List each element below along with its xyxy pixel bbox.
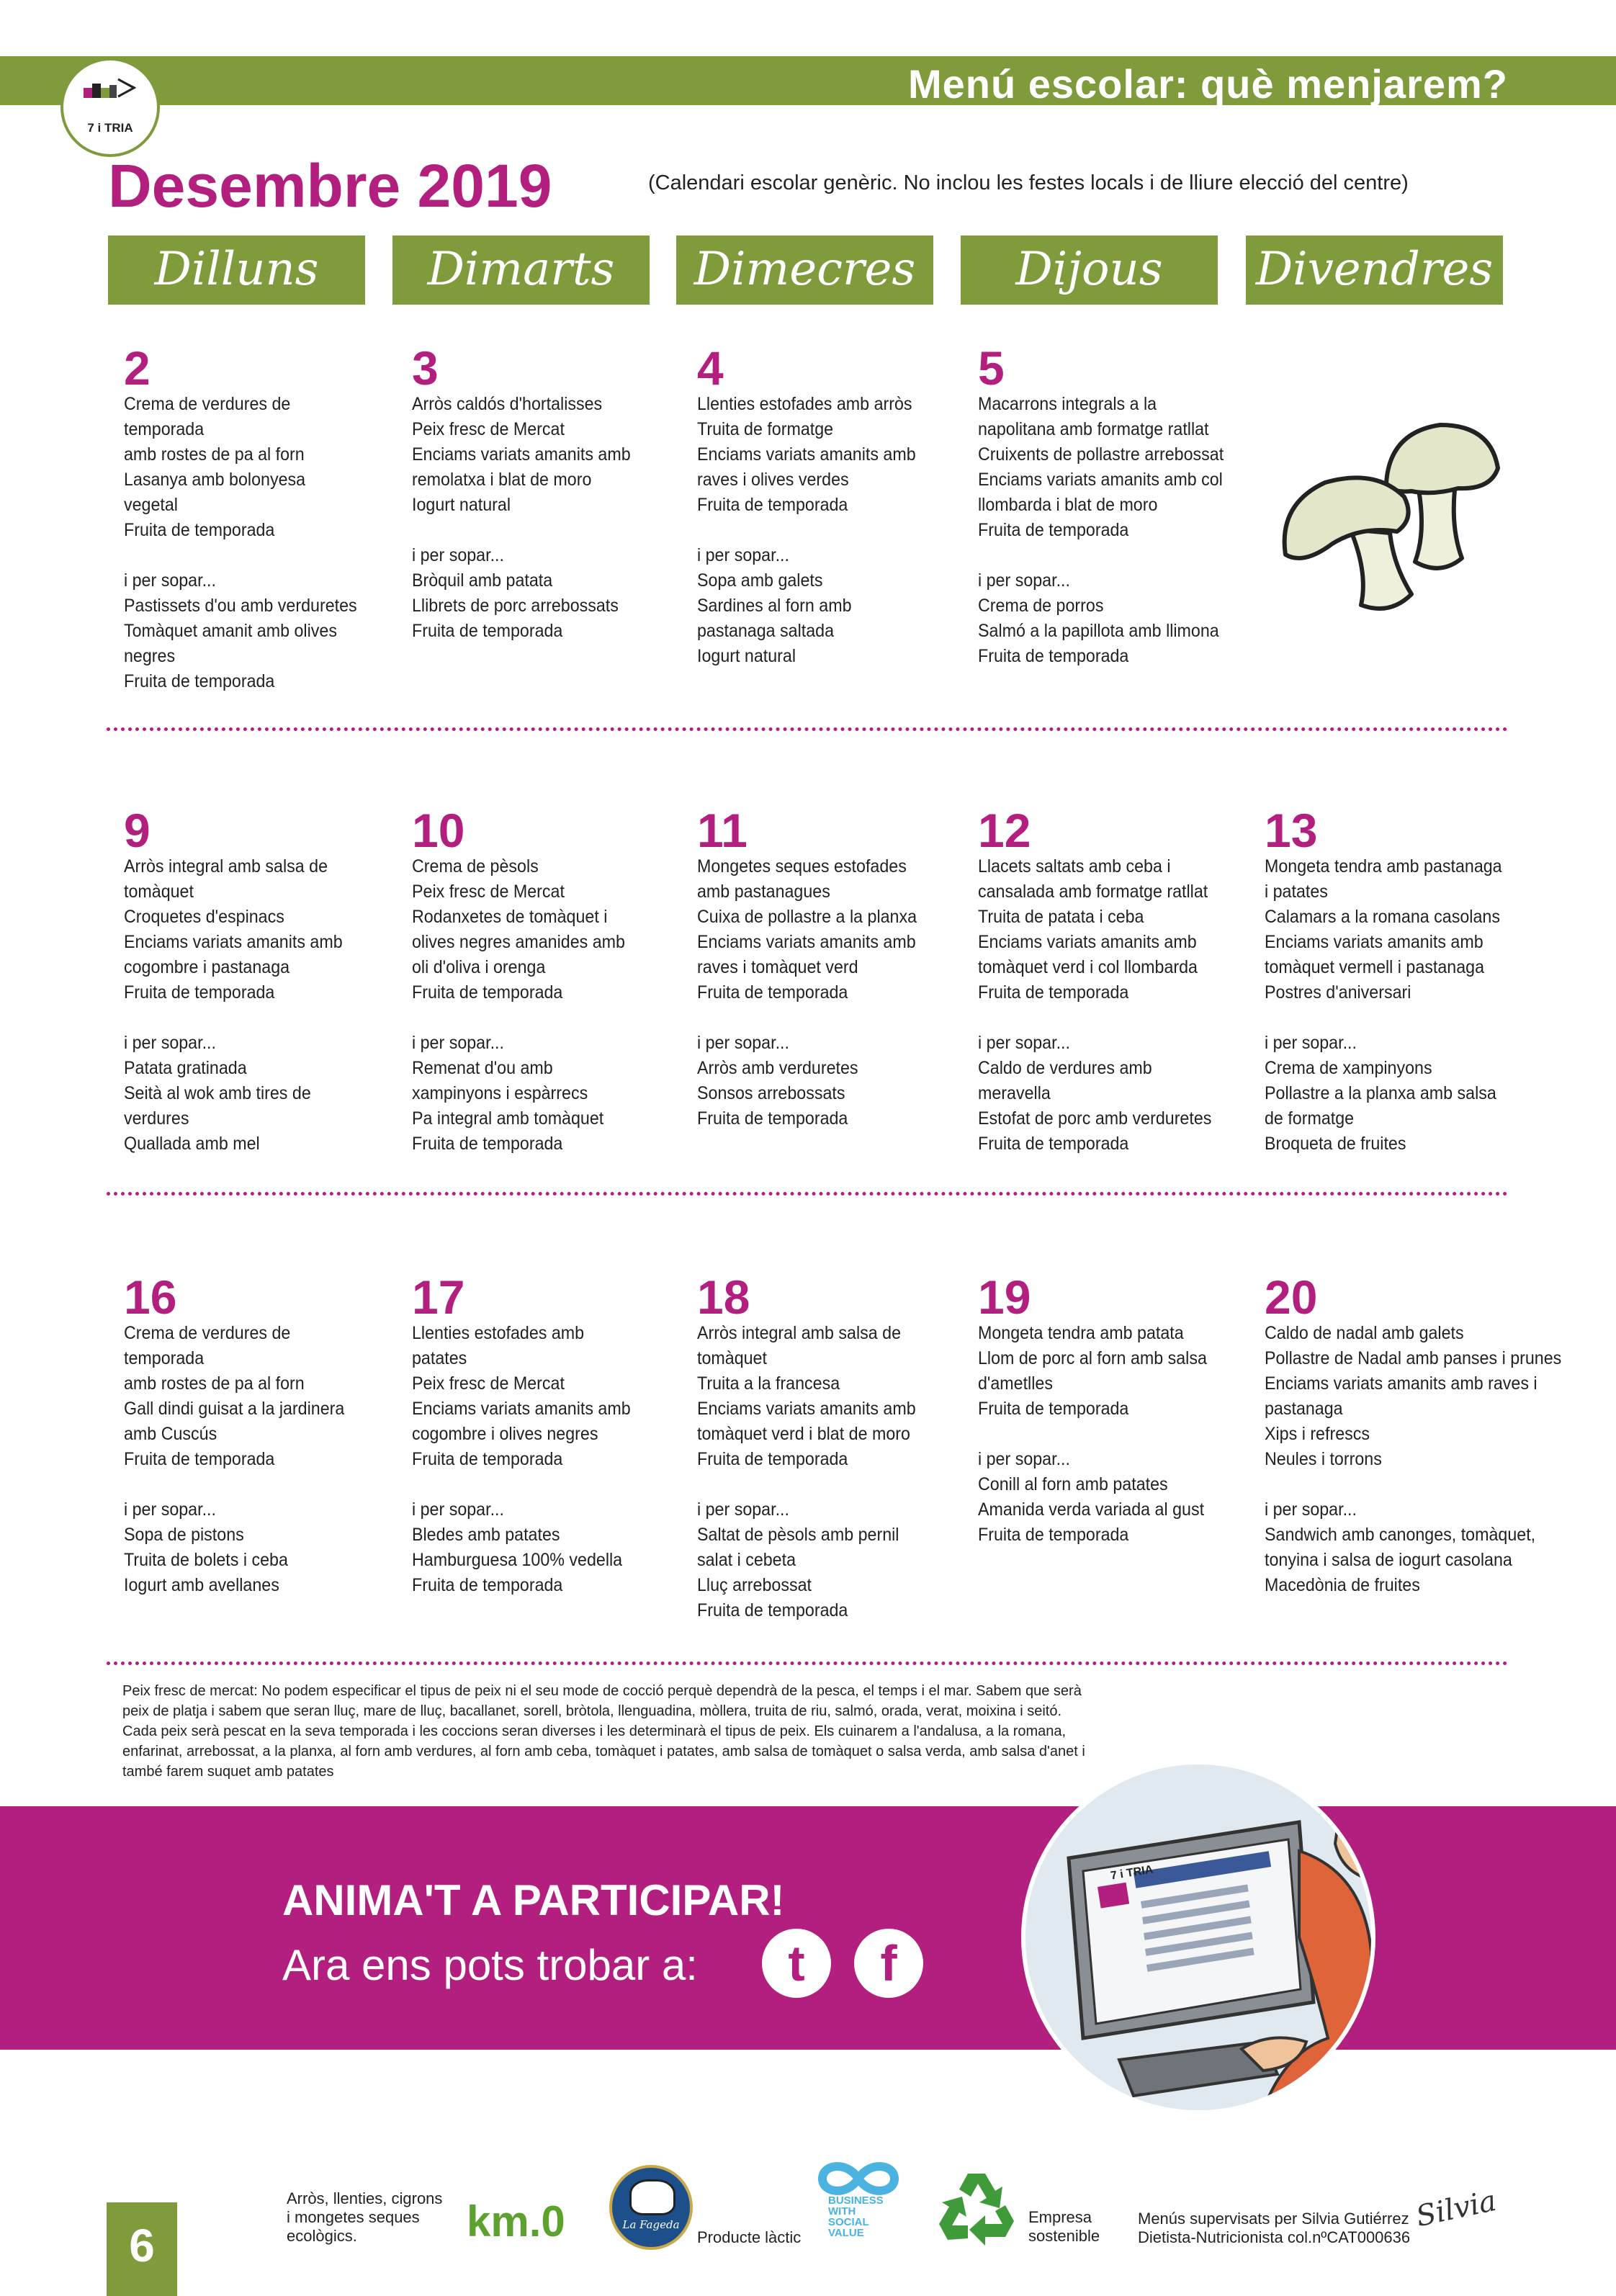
- dinner-label: i per sopar...: [978, 1449, 1070, 1469]
- header-title: Menú escolar: què menjarem?: [907, 61, 1508, 107]
- dish: Sopa de pistons: [124, 1525, 244, 1545]
- meal-gap: [412, 518, 678, 543]
- dish: Enciams variats amanits amb: [124, 932, 343, 952]
- dish: Fruita de temporada: [412, 621, 563, 641]
- day-number: 4: [697, 341, 724, 395]
- dish: Fruita de temporada: [697, 982, 848, 1003]
- sustainable-company-label: [1028, 2208, 1100, 2246]
- page-number: 6: [107, 2202, 177, 2296]
- dish: Lasanya amb bolonyesa: [124, 470, 306, 490]
- bsv-line: VALUE: [828, 2227, 864, 2239]
- dish: Conill al forn amb patates: [978, 1474, 1168, 1494]
- meal-gap: [697, 518, 964, 543]
- dish: Macarrons integrals a la: [978, 394, 1157, 414]
- dish: Seità al wok amb tires de: [124, 1083, 311, 1103]
- screen-logo: 7 i TRIA: [1109, 1863, 1154, 1883]
- dish: tomàquet: [124, 882, 194, 902]
- dish: Patata gratinada: [124, 1058, 247, 1078]
- day-menu: [978, 341, 1244, 669]
- calendar-note: (Calendari escolar genèric. No inclou les festes locals i de lliure elecció del centre): [648, 171, 1409, 194]
- computer-icon: [1025, 1764, 1371, 2110]
- dish: Saltat de pèsols amb pernil: [697, 1525, 899, 1545]
- dish: Mongetes seques estofades: [697, 856, 907, 876]
- dish: Llibrets de porc arrebossats: [412, 596, 619, 616]
- logo-text: 7 i TRIA: [87, 121, 133, 135]
- dish: Fruita de temporada: [124, 1449, 275, 1469]
- supervised-line: Dietista-Nutricionista col.nºCAT000636: [1138, 2228, 1411, 2246]
- dinner-label: i per sopar...: [697, 1499, 789, 1520]
- dish: Fruita de temporada: [978, 1134, 1129, 1154]
- day-number: 3: [412, 341, 439, 395]
- dish: Postres d'aniversari: [1265, 982, 1411, 1003]
- eco-note: [287, 2189, 442, 2246]
- dish: Fruita de temporada: [124, 671, 275, 691]
- facebook-icon[interactable]: f: [854, 1929, 923, 1998]
- dish: Fruita de temporada: [124, 520, 275, 540]
- dish: Llenties estofades amb: [412, 1323, 585, 1343]
- supervised-by: [1138, 2210, 1410, 2247]
- dish: d'ametlles: [978, 1373, 1053, 1394]
- dish: Bledes amb patates: [412, 1525, 560, 1545]
- dish: Croquetes d'espinacs: [124, 907, 284, 927]
- logo-icon: [66, 66, 154, 124]
- day-header-monday: Dilluns: [108, 236, 365, 305]
- fish-footnote: Peix fresc de mercat: No podem especificar el tipus de peix ni el seu mode de cocció perquè dependrà de la pesca, el temps i el mar. Sabem que serà peix de platja i sabem que seran lluç, mare de lluç, bacallanet, sorell, bròtola, llenguadina, mòllera, truita de riu, salmó, orada, verat, moixina i seitó. Cada peix serà pescat en la seva temporada i les coccions seran diverses i les determinarà el tipus de peix. Els cuinarem a l'andalusa, a la romana, enfarinat, arrebossat, a la planxa, al forn amb verdures, al forn amb ceba, tomàquet i patates, amb salsa de tomàquet o salsa verda, amb salsa d'anet i també farem suquet amb patates: [122, 1683, 1085, 1780]
- meal-gap: [412, 1005, 678, 1031]
- bsv-line: BUSINESS: [828, 2194, 884, 2207]
- day-menu: [978, 1270, 1244, 1548]
- day-header-thursday: Dijous: [961, 236, 1218, 305]
- day-number: 17: [412, 1270, 465, 1324]
- dish: Caldo de nadal amb galets: [1265, 1323, 1464, 1343]
- dish: Mongeta tendra amb pastanaga: [1265, 856, 1502, 876]
- dish: raves i olives verdes: [697, 470, 849, 490]
- dish: Sopa amb galets: [697, 570, 823, 591]
- dish: Fruita de temporada: [412, 982, 563, 1003]
- banner-subheading: Ara ens pots trobar a:: [282, 1941, 698, 1989]
- dish: Remenat d'ou amb: [412, 1058, 553, 1078]
- dish: cogombre i pastanaga: [124, 957, 290, 977]
- dish: pastanaga saltada: [697, 621, 835, 641]
- dish: Sonsos arrebossats: [697, 1083, 845, 1103]
- sustainable-line: sostenible: [1028, 2227, 1100, 2245]
- dish: Fruita de temporada: [412, 1449, 563, 1469]
- dish: llombarda i blat de moro: [978, 495, 1158, 515]
- dish: Fruita de temporada: [124, 982, 275, 1003]
- dish: de formatge: [1265, 1108, 1355, 1129]
- dish: Quallada amb mel: [124, 1134, 260, 1154]
- month-title: Desembre 2019: [108, 152, 552, 220]
- meal-gap: [697, 1005, 964, 1031]
- dish: Cuixa de pollastre a la planxa: [697, 907, 917, 927]
- day-header-friday: Divendres: [1246, 236, 1503, 305]
- dish: Enciams variats amanits amb: [412, 1399, 631, 1419]
- dish: Macedònia de fruites: [1265, 1575, 1420, 1595]
- week-separator: [107, 1192, 1508, 1196]
- day-menu: [412, 341, 678, 644]
- dish: Fruita de temporada: [412, 1575, 563, 1595]
- dish: i patates: [1265, 882, 1328, 902]
- day-header-wednesday: Dimecres: [676, 236, 933, 305]
- infinity-icon: [818, 2161, 899, 2197]
- dish: Enciams variats amanits amb: [412, 444, 631, 465]
- dish: Tomàquet amanit amb olives: [124, 621, 337, 641]
- day-number: 20: [1265, 1270, 1318, 1324]
- dish: Pastissets d'ou amb verduretes: [124, 596, 357, 616]
- dish: Peix fresc de Mercat: [412, 882, 565, 902]
- dinner-label: i per sopar...: [412, 1499, 504, 1520]
- day-menu: [1265, 804, 1531, 1157]
- dish: Iogurt natural: [697, 646, 796, 666]
- dish: Fruita de temporada: [697, 1449, 848, 1469]
- cow-icon: [629, 2179, 675, 2215]
- dish: Enciams variats amanits amb raves i: [1265, 1373, 1538, 1394]
- dish: amb Cuscús: [124, 1424, 217, 1444]
- bsv-line: WITH: [828, 2205, 856, 2217]
- dish: Crema de xampinyons: [1265, 1058, 1432, 1078]
- business-social-value-logo: [818, 2161, 899, 2251]
- dish: Sardines al forn amb: [697, 596, 852, 616]
- dinner-label: i per sopar...: [412, 1033, 504, 1053]
- dish: tomàquet vermell i pastanaga: [1265, 957, 1485, 977]
- logo: [60, 58, 160, 157]
- meal-gap: [1265, 1005, 1531, 1031]
- day-number: 10: [412, 804, 465, 857]
- dish: napolitana amb formatge ratllat: [978, 419, 1209, 439]
- dish: olives negres amanides amb: [412, 932, 625, 952]
- day-number: 19: [978, 1270, 1031, 1324]
- dish: cogombre i olives negres: [412, 1424, 598, 1444]
- dish: Fruita de temporada: [978, 1525, 1129, 1545]
- dish: Pollastre a la planxa amb salsa: [1265, 1083, 1496, 1103]
- dish: negres: [124, 646, 176, 666]
- day-number: 13: [1265, 804, 1318, 857]
- dish: Llenties estofades amb arròs: [697, 394, 912, 414]
- meal-gap: [697, 1472, 964, 1497]
- meal-gap: [978, 1422, 1244, 1447]
- dish: temporada: [124, 1348, 205, 1368]
- dish: Calamars a la romana casolans: [1265, 907, 1500, 927]
- dish: Estofat de porc amb verduretes: [978, 1108, 1212, 1129]
- dish: tomàquet verd i blat de moro: [697, 1424, 910, 1444]
- dish: Truita de formatge: [697, 419, 834, 439]
- dish: amb rostes de pa al forn: [124, 444, 305, 465]
- sustainable-line: Empresa: [1028, 2208, 1092, 2226]
- dish: Enciams variats amanits amb: [697, 444, 916, 465]
- dish: Pollastre de Nadal amb panses i prunes: [1265, 1348, 1562, 1368]
- dish: amb pastanagues: [697, 882, 830, 902]
- dinner-label: i per sopar...: [978, 570, 1070, 591]
- eco-line: i mongetes seques: [287, 2208, 420, 2226]
- dish: Arròs integral amb salsa de: [697, 1323, 902, 1343]
- dinner-label: i per sopar...: [1265, 1499, 1357, 1520]
- dish: Caldo de verdures amb: [978, 1058, 1152, 1078]
- day-number: 16: [124, 1270, 177, 1324]
- meal-gap: [978, 1005, 1244, 1031]
- dinner-label: i per sopar...: [124, 1033, 216, 1053]
- dinner-label: i per sopar...: [697, 1033, 789, 1053]
- dish: Crema de verdures de: [124, 1323, 291, 1343]
- meal-gap: [1265, 1472, 1531, 1497]
- dish: Fruita de temporada: [697, 495, 848, 515]
- meal-gap: [978, 543, 1244, 568]
- dish: Arròs integral amb salsa de: [124, 856, 328, 876]
- dish: meravella: [978, 1083, 1051, 1103]
- day-number: 2: [124, 341, 151, 395]
- dish: Salmó a la papillota amb llimona: [978, 621, 1219, 641]
- dish: Broqueta de fruites: [1265, 1134, 1406, 1154]
- dish: salat i cebeta: [697, 1550, 796, 1570]
- week-separator: [107, 1662, 1508, 1665]
- dish: Xips i refrescs: [1265, 1424, 1370, 1444]
- recycle-icon: [933, 2168, 1020, 2248]
- dish: Crema de porros: [978, 596, 1104, 616]
- day-menu: [124, 341, 390, 694]
- day-number: 18: [697, 1270, 750, 1324]
- dish: Fruita de temporada: [697, 1108, 848, 1129]
- dish: Fruita de temporada: [978, 646, 1129, 666]
- mushrooms-illustration: [1275, 411, 1512, 627]
- signature: Silvia: [1413, 2184, 1499, 2234]
- day-menu: [124, 1270, 390, 1598]
- dish: Enciams variats amanits amb: [1265, 932, 1483, 952]
- dinner-label: i per sopar...: [124, 1499, 216, 1520]
- dish: Pa integral amb tomàquet: [412, 1108, 604, 1129]
- dish: Sandwich amb canonges, tomàquet,: [1265, 1525, 1536, 1545]
- dish: oli d'oliva i orenga: [412, 957, 546, 977]
- eco-line: ecològics.: [287, 2227, 357, 2245]
- dish: Mongeta tendra amb patata: [978, 1323, 1184, 1343]
- dish: xampinyons i espàrrecs: [412, 1083, 588, 1103]
- day-number: 9: [124, 804, 151, 857]
- dish: pastanaga: [1265, 1399, 1343, 1419]
- dish: Llacets saltats amb ceba i: [978, 856, 1171, 876]
- week-separator: [107, 727, 1508, 731]
- dish: tomàquet verd i col llombarda: [978, 957, 1198, 977]
- dish: Enciams variats amanits amb: [697, 932, 916, 952]
- twitter-icon[interactable]: t: [762, 1929, 831, 1998]
- day-menu: [697, 1270, 964, 1623]
- eco-line: Arròs, llenties, cigrons: [287, 2189, 443, 2207]
- dairy-product-label: Producte làctic: [697, 2228, 802, 2246]
- dish: Arròs amb verduretes: [697, 1058, 858, 1078]
- fageda-logo: [609, 2165, 693, 2250]
- dish: Peix fresc de Mercat: [412, 419, 565, 439]
- dish: Enciams variats amanits amb: [697, 1399, 916, 1419]
- dinner-label: i per sopar...: [124, 570, 216, 591]
- dish: Hamburguesa 100% vedella: [412, 1550, 623, 1570]
- dinner-label: i per sopar...: [697, 545, 789, 565]
- dish: patates: [412, 1348, 467, 1368]
- dish: Truita de patata i ceba: [978, 907, 1144, 927]
- dish: Fruita de temporada: [978, 1399, 1129, 1419]
- dish: Crema de pèsols: [412, 856, 539, 876]
- day-number: 11: [697, 804, 748, 857]
- day-number: 5: [978, 341, 1005, 395]
- meal-gap: [124, 1005, 390, 1031]
- km0-logo: km.0: [467, 2197, 565, 2246]
- dish: tomàquet: [697, 1348, 767, 1368]
- dinner-label: i per sopar...: [978, 1033, 1070, 1053]
- meal-gap: [124, 543, 390, 568]
- dish: Enciams variats amanits amb: [978, 932, 1197, 952]
- day-header-tuesday: Dimarts: [392, 236, 650, 305]
- dish: Cruixents de pollastre arrebossat: [978, 444, 1224, 465]
- dish: Iogurt natural: [412, 495, 511, 515]
- dish: Neules i torrons: [1265, 1449, 1382, 1469]
- day-number: 12: [978, 804, 1031, 857]
- dish: Truita a la francesa: [697, 1373, 840, 1394]
- dish: amb rostes de pa al forn: [124, 1373, 305, 1394]
- day-menu: [124, 804, 390, 1157]
- dish: Lluç arrebossat: [697, 1575, 812, 1595]
- dish: temporada: [124, 419, 205, 439]
- day-menu: [697, 804, 964, 1131]
- dish: Gall dindi guisat a la jardinera: [124, 1399, 345, 1419]
- dinner-label: i per sopar...: [1265, 1033, 1357, 1053]
- computer-user-illustration: [1021, 1760, 1375, 2115]
- dish: cansalada amb formatge ratllat: [978, 882, 1208, 902]
- dish: Rodanxetes de tomàquet i: [412, 907, 608, 927]
- day-menu: [697, 341, 964, 669]
- dish: remolatxa i blat de moro: [412, 470, 592, 490]
- dish: Crema de verdures de: [124, 394, 291, 414]
- day-menu: [412, 1270, 678, 1598]
- dish: Fruita de temporada: [978, 982, 1129, 1003]
- dinner-label: i per sopar...: [412, 545, 504, 565]
- dish: Fruita de temporada: [978, 520, 1129, 540]
- dish: Llom de porc al forn amb salsa: [978, 1348, 1207, 1368]
- dish: Peix fresc de Mercat: [412, 1373, 565, 1394]
- dish: Truita de bolets i ceba: [124, 1550, 288, 1570]
- dish: tonyina i salsa de iogurt casolana: [1265, 1550, 1512, 1570]
- dish: Fruita de temporada: [697, 1600, 848, 1620]
- meal-gap: [412, 1472, 678, 1497]
- dish: Enciams variats amanits amb col: [978, 470, 1223, 490]
- dish: Amanida verda variada al gust: [978, 1499, 1205, 1520]
- fageda-logo-text: La Fageda: [622, 2218, 680, 2231]
- bsv-line: SOCIAL: [828, 2216, 869, 2228]
- dish: vegetal: [124, 495, 178, 515]
- dish: verdures: [124, 1108, 189, 1129]
- day-menu: [412, 804, 678, 1157]
- banner-heading: ANIMA'T A PARTICIPAR!: [282, 1876, 785, 1924]
- dish: Fruita de temporada: [412, 1134, 563, 1154]
- meal-gap: [124, 1472, 390, 1497]
- dish: Bròquil amb patata: [412, 570, 553, 591]
- supervised-line: Menús supervisats per Silvia Gutiérrez: [1138, 2210, 1409, 2228]
- dish: raves i tomàquet verd: [697, 957, 858, 977]
- dish: Iogurt amb avellanes: [124, 1575, 279, 1595]
- day-menu: [1265, 1270, 1562, 1598]
- dish: Arròs caldós d'hortalisses: [412, 394, 603, 414]
- day-menu: [978, 804, 1244, 1157]
